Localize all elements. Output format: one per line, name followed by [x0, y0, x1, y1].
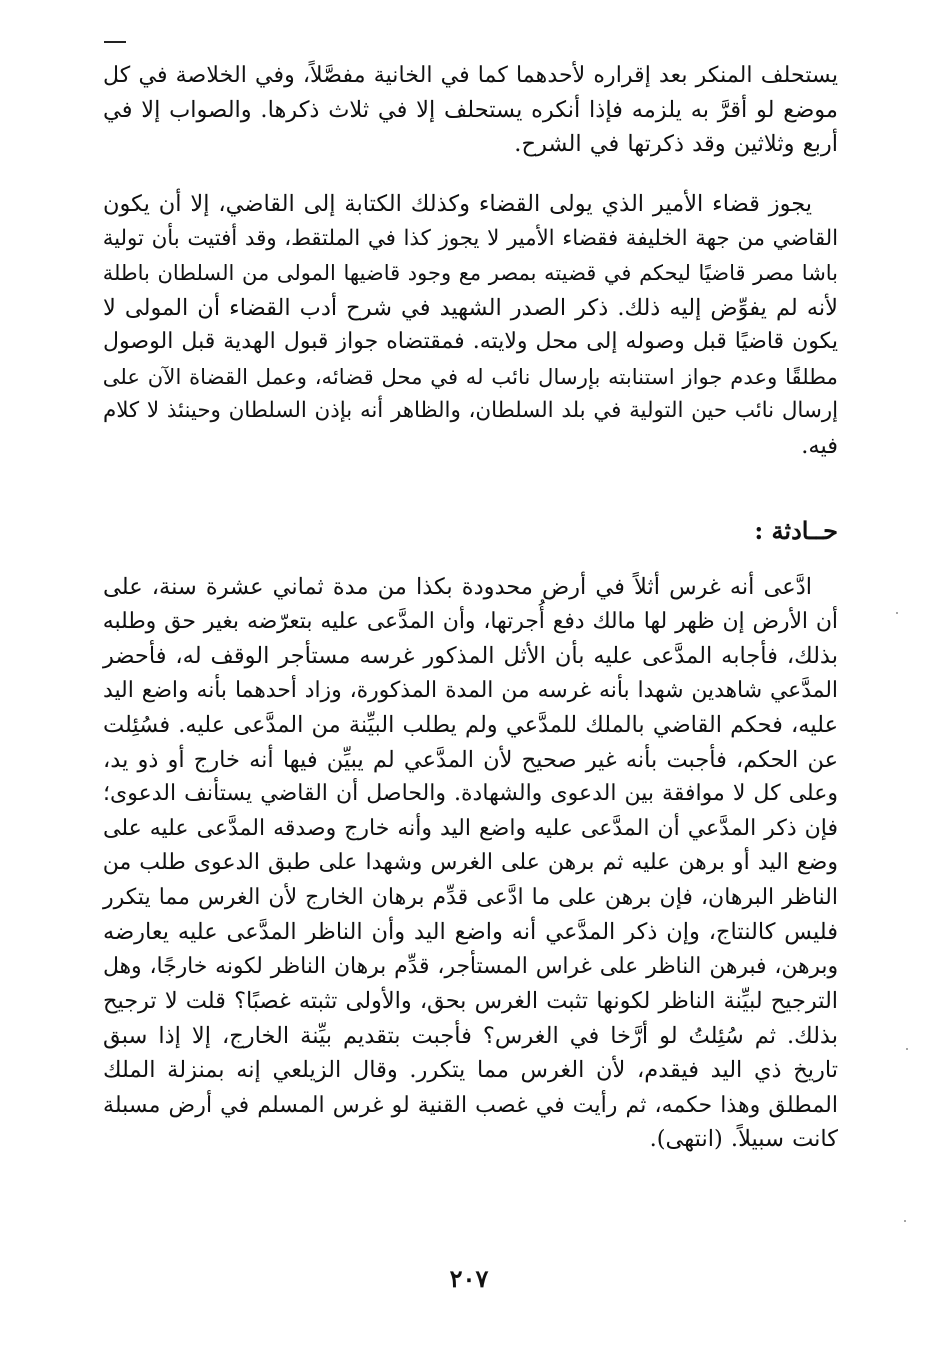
text-line: يكون قاضيًا قبل وصوله إلى محل ولايته. فمقتضاه جواز قبول الهدية قبل الوصول	[103, 329, 838, 354]
text-line: أن الأرض إن ظهر لها مالك دفع أُجرتها، وأن المدَّعى عليه بتعرّضه بغير حق وطلبه	[102, 608, 838, 634]
paragraph-case	[103, 570, 838, 1157]
scan-speck	[906, 1048, 908, 1050]
text-line: القاضي من جهة الخليفة فقضاء الأمير لا يجوز كذا في الملتقط، وقد أفتيت بأن تولية	[102, 225, 838, 251]
text-line: وعلى كل لا موافقة بين الدعوى والشهادة. والحاصل أن القاضي يستأنف الدعوى؛	[103, 781, 838, 806]
text-line: فيه.	[801, 432, 838, 459]
scan-speck	[904, 1220, 906, 1222]
text-line: كانت سبيلاً. (انتهى).	[649, 1126, 838, 1152]
text-line: لأنه لم يفوِّض إليه ذلك. ذكر الصدر الشهيد في شرح أدب القضاء أن المولى لا	[103, 294, 838, 321]
text-line: بذلك، فأجابه المدَّعى عليه بأن الأثل المذكور غرسه مستأجر الوقف له، فأحضر	[103, 643, 838, 669]
text-line: باشا مصر قاضيًا ليحكم في قضيته بمصر مع وجود قاضيها المولى من السلطان باطلة	[102, 261, 838, 285]
text-line: الترجيح لبيِّنة الناظر لكونها تثبت الغرس بحق، والأولى تثبته غصبًا؟ قلت لا ترجيح	[103, 988, 838, 1014]
paragraph-judge-appointment	[103, 187, 838, 463]
text-line: المطلق وهذا حكمه، ثم رأيت في غصب القنية لو غرس المسلم في أرض مسبلة	[103, 1091, 838, 1118]
text-line: يستحلف المنكر بعد إقراره لأحدهما كما في الخانية مفصَّلاً، وفي الخلاصة في كل	[103, 62, 838, 88]
text-line: أربع وثلاثين وقد ذكرتها في الشرح.	[514, 131, 838, 157]
text-line: إرسال نائب حين التولية في بلد السلطان، والظاهر أنه بإذن السلطان وحينئذ لا كلام	[103, 398, 838, 423]
text-line: موضع لو أقرَّ به يلزمه فإذا أنكره يستحلف إلا في ثلاث ذكرها. والصواب إلا في	[103, 96, 838, 123]
paragraph-continuation	[103, 58, 838, 162]
text-line: وضع اليد أو برهن عليه ثم برهن على الغرس وشهدا على طبق الدعوى طلب من	[102, 850, 838, 875]
text-line: بذلك. ثم سُئِلتُ لو أرَّخا في الغرس؟ فأجبت بتقديم بيِّنة الخارج، إلا إذا سبق	[103, 1022, 838, 1049]
text-line: المدَّعي شاهدين شهدا بأنه غرسه من المدة المذكورة، وزاد أحدهما بأنه واضع اليد	[103, 677, 838, 703]
text-line: فإن ذكر المدَّعي أن المدَّعى عليه واضع اليد وأنه خارج وصدقه المدَّعى عليه على	[103, 815, 838, 841]
section-heading: حــادثة :	[754, 516, 838, 545]
text-line: ادَّعى أنه غرس أثلاً في أرض محدودة بكذا من مدة ثماني عشرة سنة، على	[103, 574, 812, 600]
text-line: فليس كالنتاج، وإن ذكر المدَّعي أنه واضع اليد وأن الناظر المدَّعى عليه يعارضه	[103, 919, 838, 945]
text-line: عن الحكم، فأجبت بأنه غير صحيح لأن المدَّعي لم يبيِّن فيها أنه خارج أو ذو يد،	[103, 746, 838, 773]
text-line: تاريخ ذي اليد فيقدم، لأن الغرس مما يتكرر. وقال الزيلعي إنه بمنزلة الملك	[103, 1057, 838, 1083]
text-line: مطلقًا وعدم جواز استنابته بإرسال نائب له في محل قضائه، وعمل القضاة الآن على	[102, 363, 838, 389]
text-line: عليه، فحكم القاضي بالملك للمدَّعي ولم يطلب البيِّنة من المدَّعى عليه. فسُئِلت	[102, 712, 838, 738]
scan-speck	[896, 612, 898, 614]
text-line: وبرهن، فبرهن الناظر على غراس المستأجر، قدِّم برهان الناظر لكونه خارجًا، وهل	[103, 953, 838, 979]
text-line: الناظر البرهان، فإن برهن على ما ادَّعى قدِّم برهان الخارج لأن الغرس مما يتكرر	[103, 884, 838, 910]
header-rule	[104, 41, 126, 43]
page-number: ٢٠٧	[449, 1264, 489, 1293]
text-line: يجوز قضاء الأمير الذي يولى القضاء وكذلك الكتابة إلى القاضي، إلا أن يكون	[103, 191, 812, 217]
